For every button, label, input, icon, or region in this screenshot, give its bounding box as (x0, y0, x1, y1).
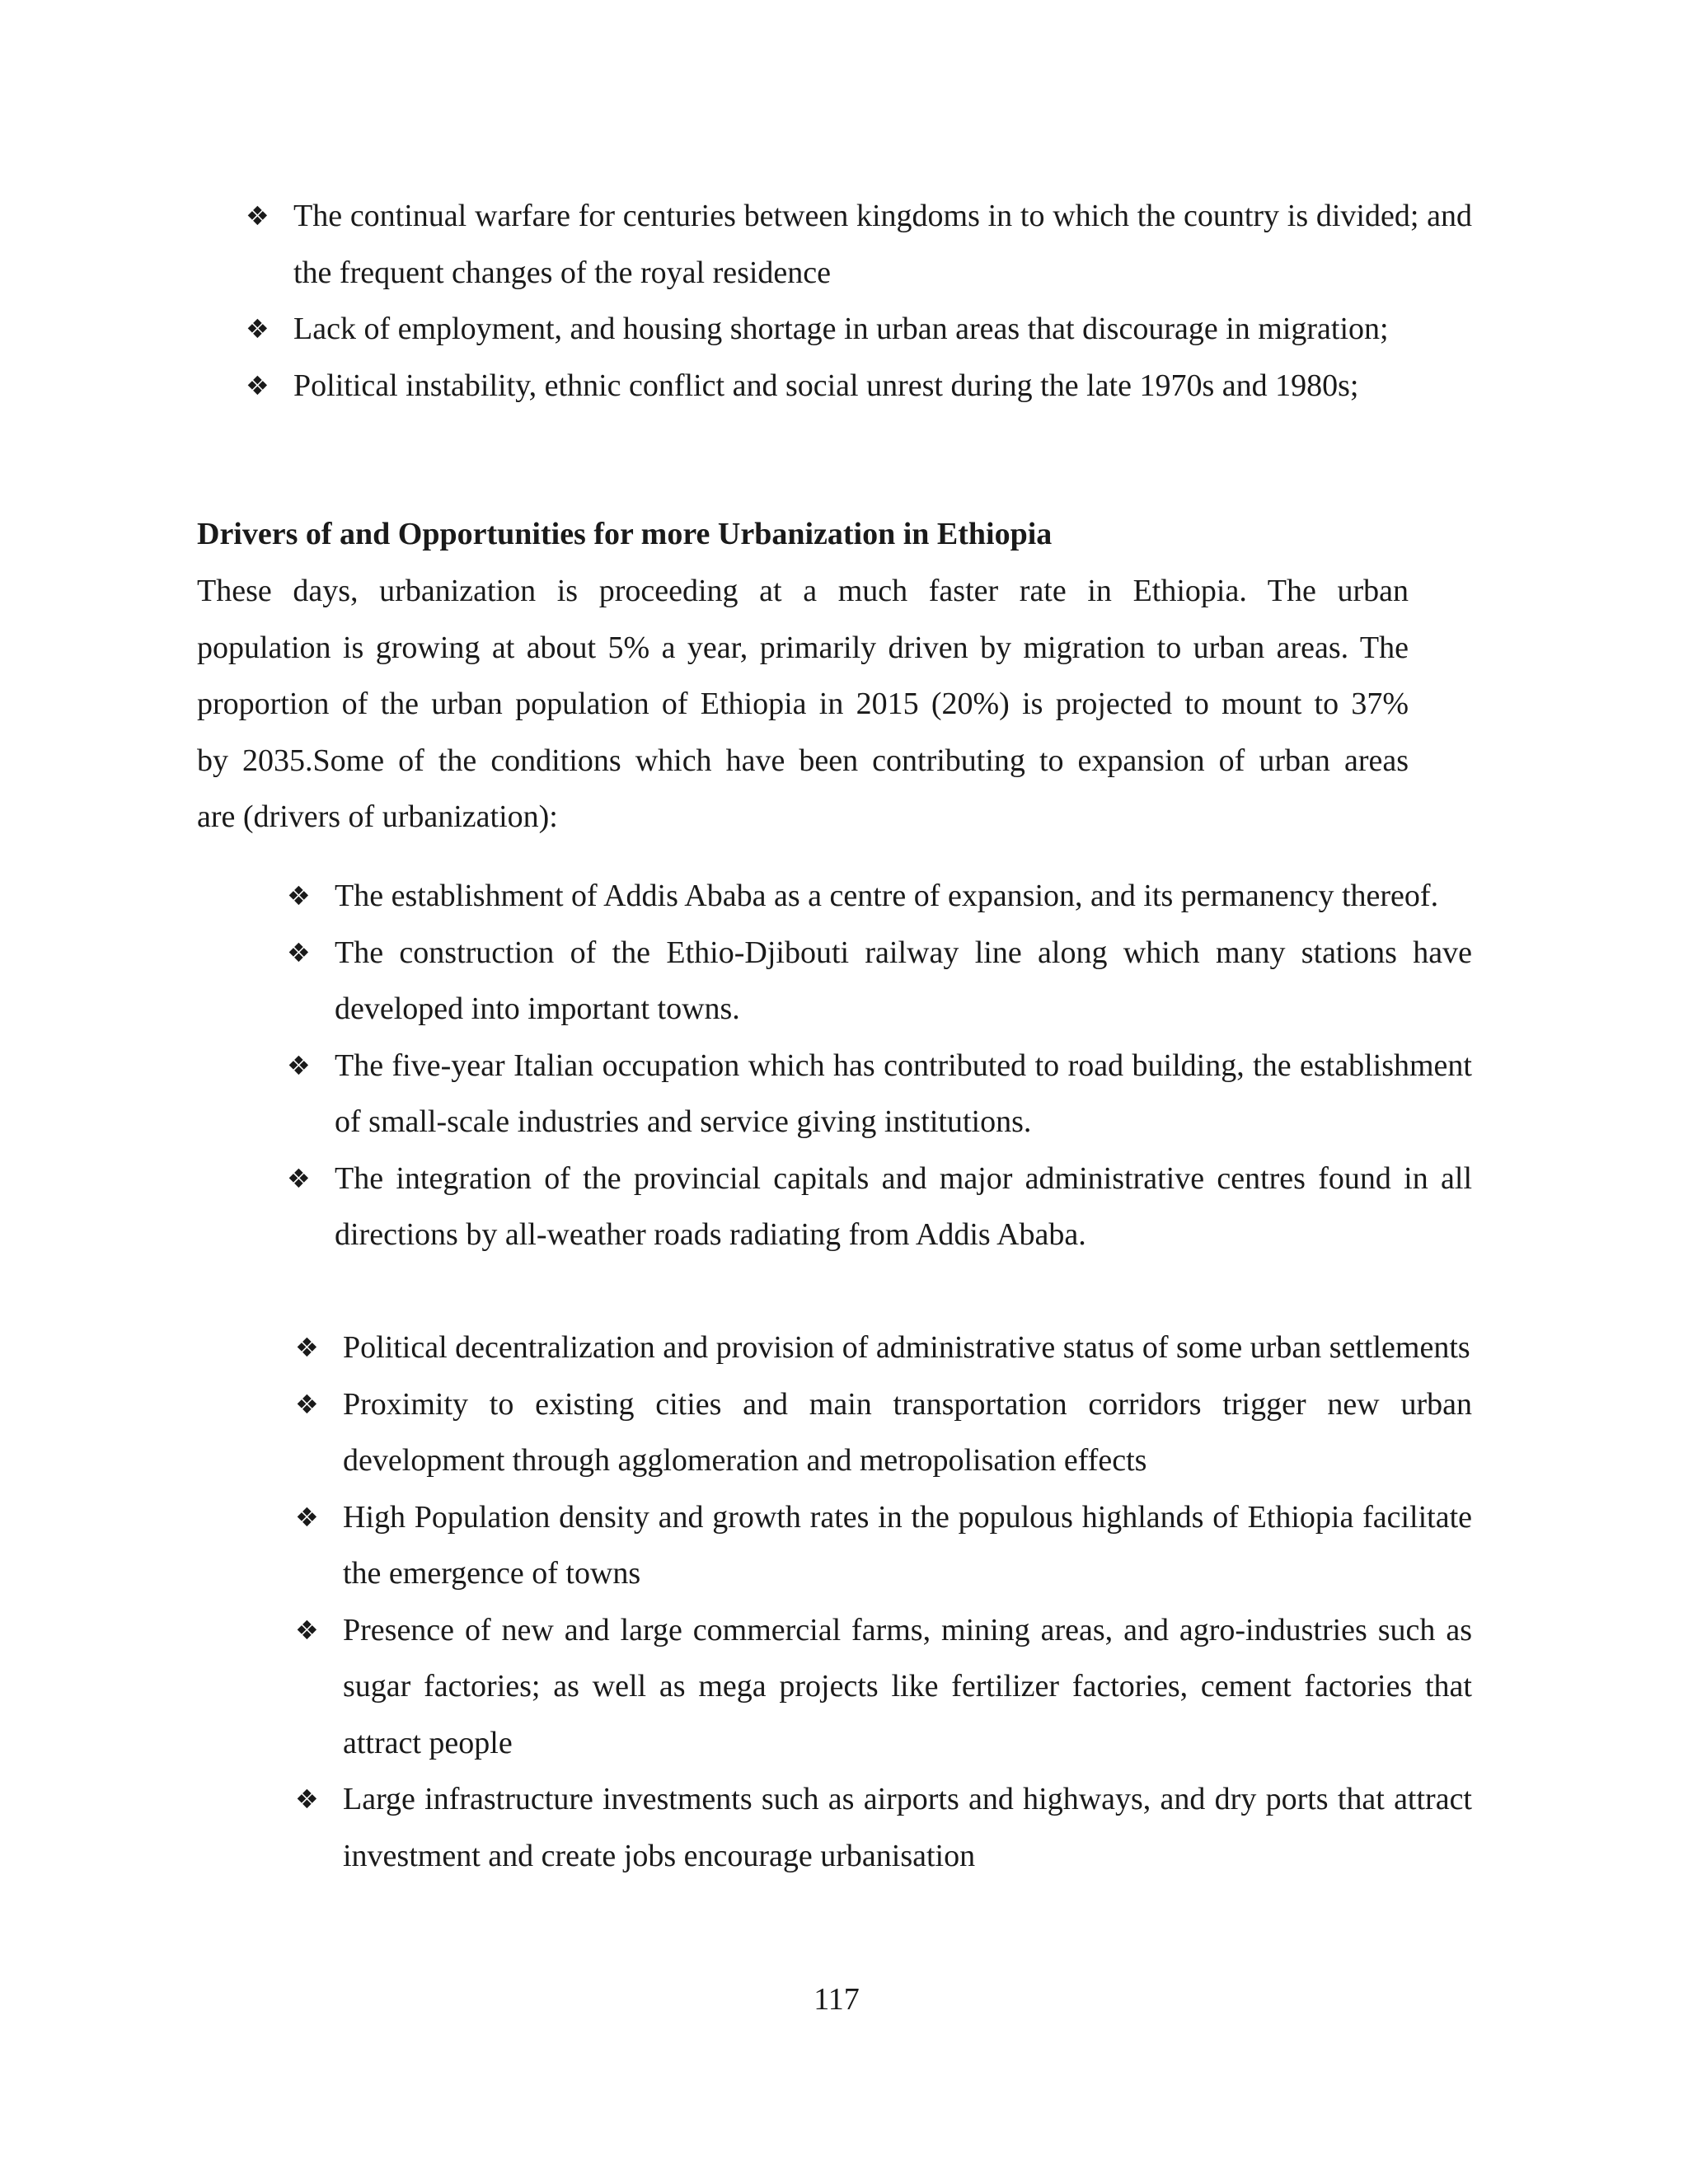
paragraph-line: by 2035.Some of the conditions which have been contributing to expansion of urban areas (197, 743, 1409, 778)
list-item-text: Lack of employment, and housing shortage in urban areas that discourage in migration; (293, 312, 1389, 346)
list-item-text: The integration of the provincial capitals and major administrative centres found in all directions by all-weather roads radiating from Addis Ababa. (335, 1160, 1472, 1252)
drivers-bullet-list (287, 868, 1472, 1263)
list-item-text: The construction of the Ethio-Djibouti railway line along which many stations have developed into important towns. (335, 935, 1472, 1026)
list-item (295, 1319, 1472, 1376)
list-item (246, 188, 1472, 301)
diamond-bullet-icon: ❖ (246, 369, 270, 401)
list-item-text: High Population density and growth rates in the populous highlands of Ethiopia facilitate the emergence of towns (343, 1499, 1472, 1591)
list-item (287, 868, 1472, 925)
drivers-bullet-list-continued (295, 1319, 1472, 1884)
page-number: 117 (814, 1982, 860, 2017)
list-item (295, 1489, 1472, 1602)
list-item (295, 1376, 1472, 1489)
diamond-bullet-icon: ❖ (287, 880, 311, 912)
diamond-bullet-icon: ❖ (287, 936, 311, 968)
diamond-bullet-icon: ❖ (295, 1332, 319, 1363)
list-item (246, 301, 1472, 358)
diamond-bullet-icon: ❖ (295, 1501, 319, 1533)
diamond-bullet-icon: ❖ (246, 313, 270, 344)
list-item-text: Political decentralization and provision of administrative status of some urban settlements (343, 1330, 1470, 1365)
diamond-bullet-icon: ❖ (287, 1162, 311, 1194)
list-item-text: Presence of new and large commercial farms, mining areas, and agro-industries such as sugar factories; as well as mega projects like fertilizer factories, cement factories that attract people (343, 1612, 1472, 1760)
list-item-text: The five-year Italian occupation which has contributed to road building, the establishment of small-scale industries and service giving institutions. (335, 1047, 1472, 1139)
paragraph-line: population is growing at about 5% a year, primarily driven by migration to urban areas. The (197, 630, 1409, 665)
paragraph-line: are (drivers of urbanization): (197, 799, 558, 834)
list-item-text: Proximity to existing cities and main transportation corridors trigger new urban development through agglomeration and metropolisation effects (343, 1386, 1472, 1478)
diamond-bullet-icon: ❖ (246, 200, 270, 232)
diamond-bullet-icon: ❖ (295, 1614, 319, 1646)
list-item (287, 1151, 1472, 1263)
list-item-text: The continual warfare for centuries between kingdoms in to which the country is divided; and the frequent changes of the royal residence (293, 199, 1472, 290)
list-item (287, 1038, 1472, 1151)
list-item (287, 925, 1472, 1038)
diamond-bullet-icon: ❖ (287, 1049, 311, 1081)
list-item-text: Large infrastructure investments such as airports and highways, and dry ports that attract investment and create jobs encourage urbanisation (343, 1782, 1472, 1873)
paragraph-line: These days, urbanization is proceeding at a much faster rate in Ethiopia. The urban (197, 574, 1409, 608)
list-item-text: The establishment of Addis Ababa as a centre of expansion, and its permanency thereof. (335, 879, 1439, 913)
section-heading: Drivers of and Opportunities for more Urbanization in Ethiopia (197, 517, 1053, 551)
list-item (246, 358, 1472, 415)
paragraph-line: proportion of the urban population of Ethiopia in 2015 (20%) is projected to mount to 37% (197, 687, 1409, 721)
section-paragraph (197, 563, 1409, 846)
list-item-text: Political instability, ethnic conflict and social unrest during the late 1970s and 1980s; (293, 368, 1359, 403)
diamond-bullet-icon: ❖ (295, 1388, 319, 1420)
top-bullet-list (246, 188, 1472, 414)
list-item (295, 1771, 1472, 1884)
diamond-bullet-icon: ❖ (295, 1783, 319, 1815)
list-item (295, 1602, 1472, 1772)
